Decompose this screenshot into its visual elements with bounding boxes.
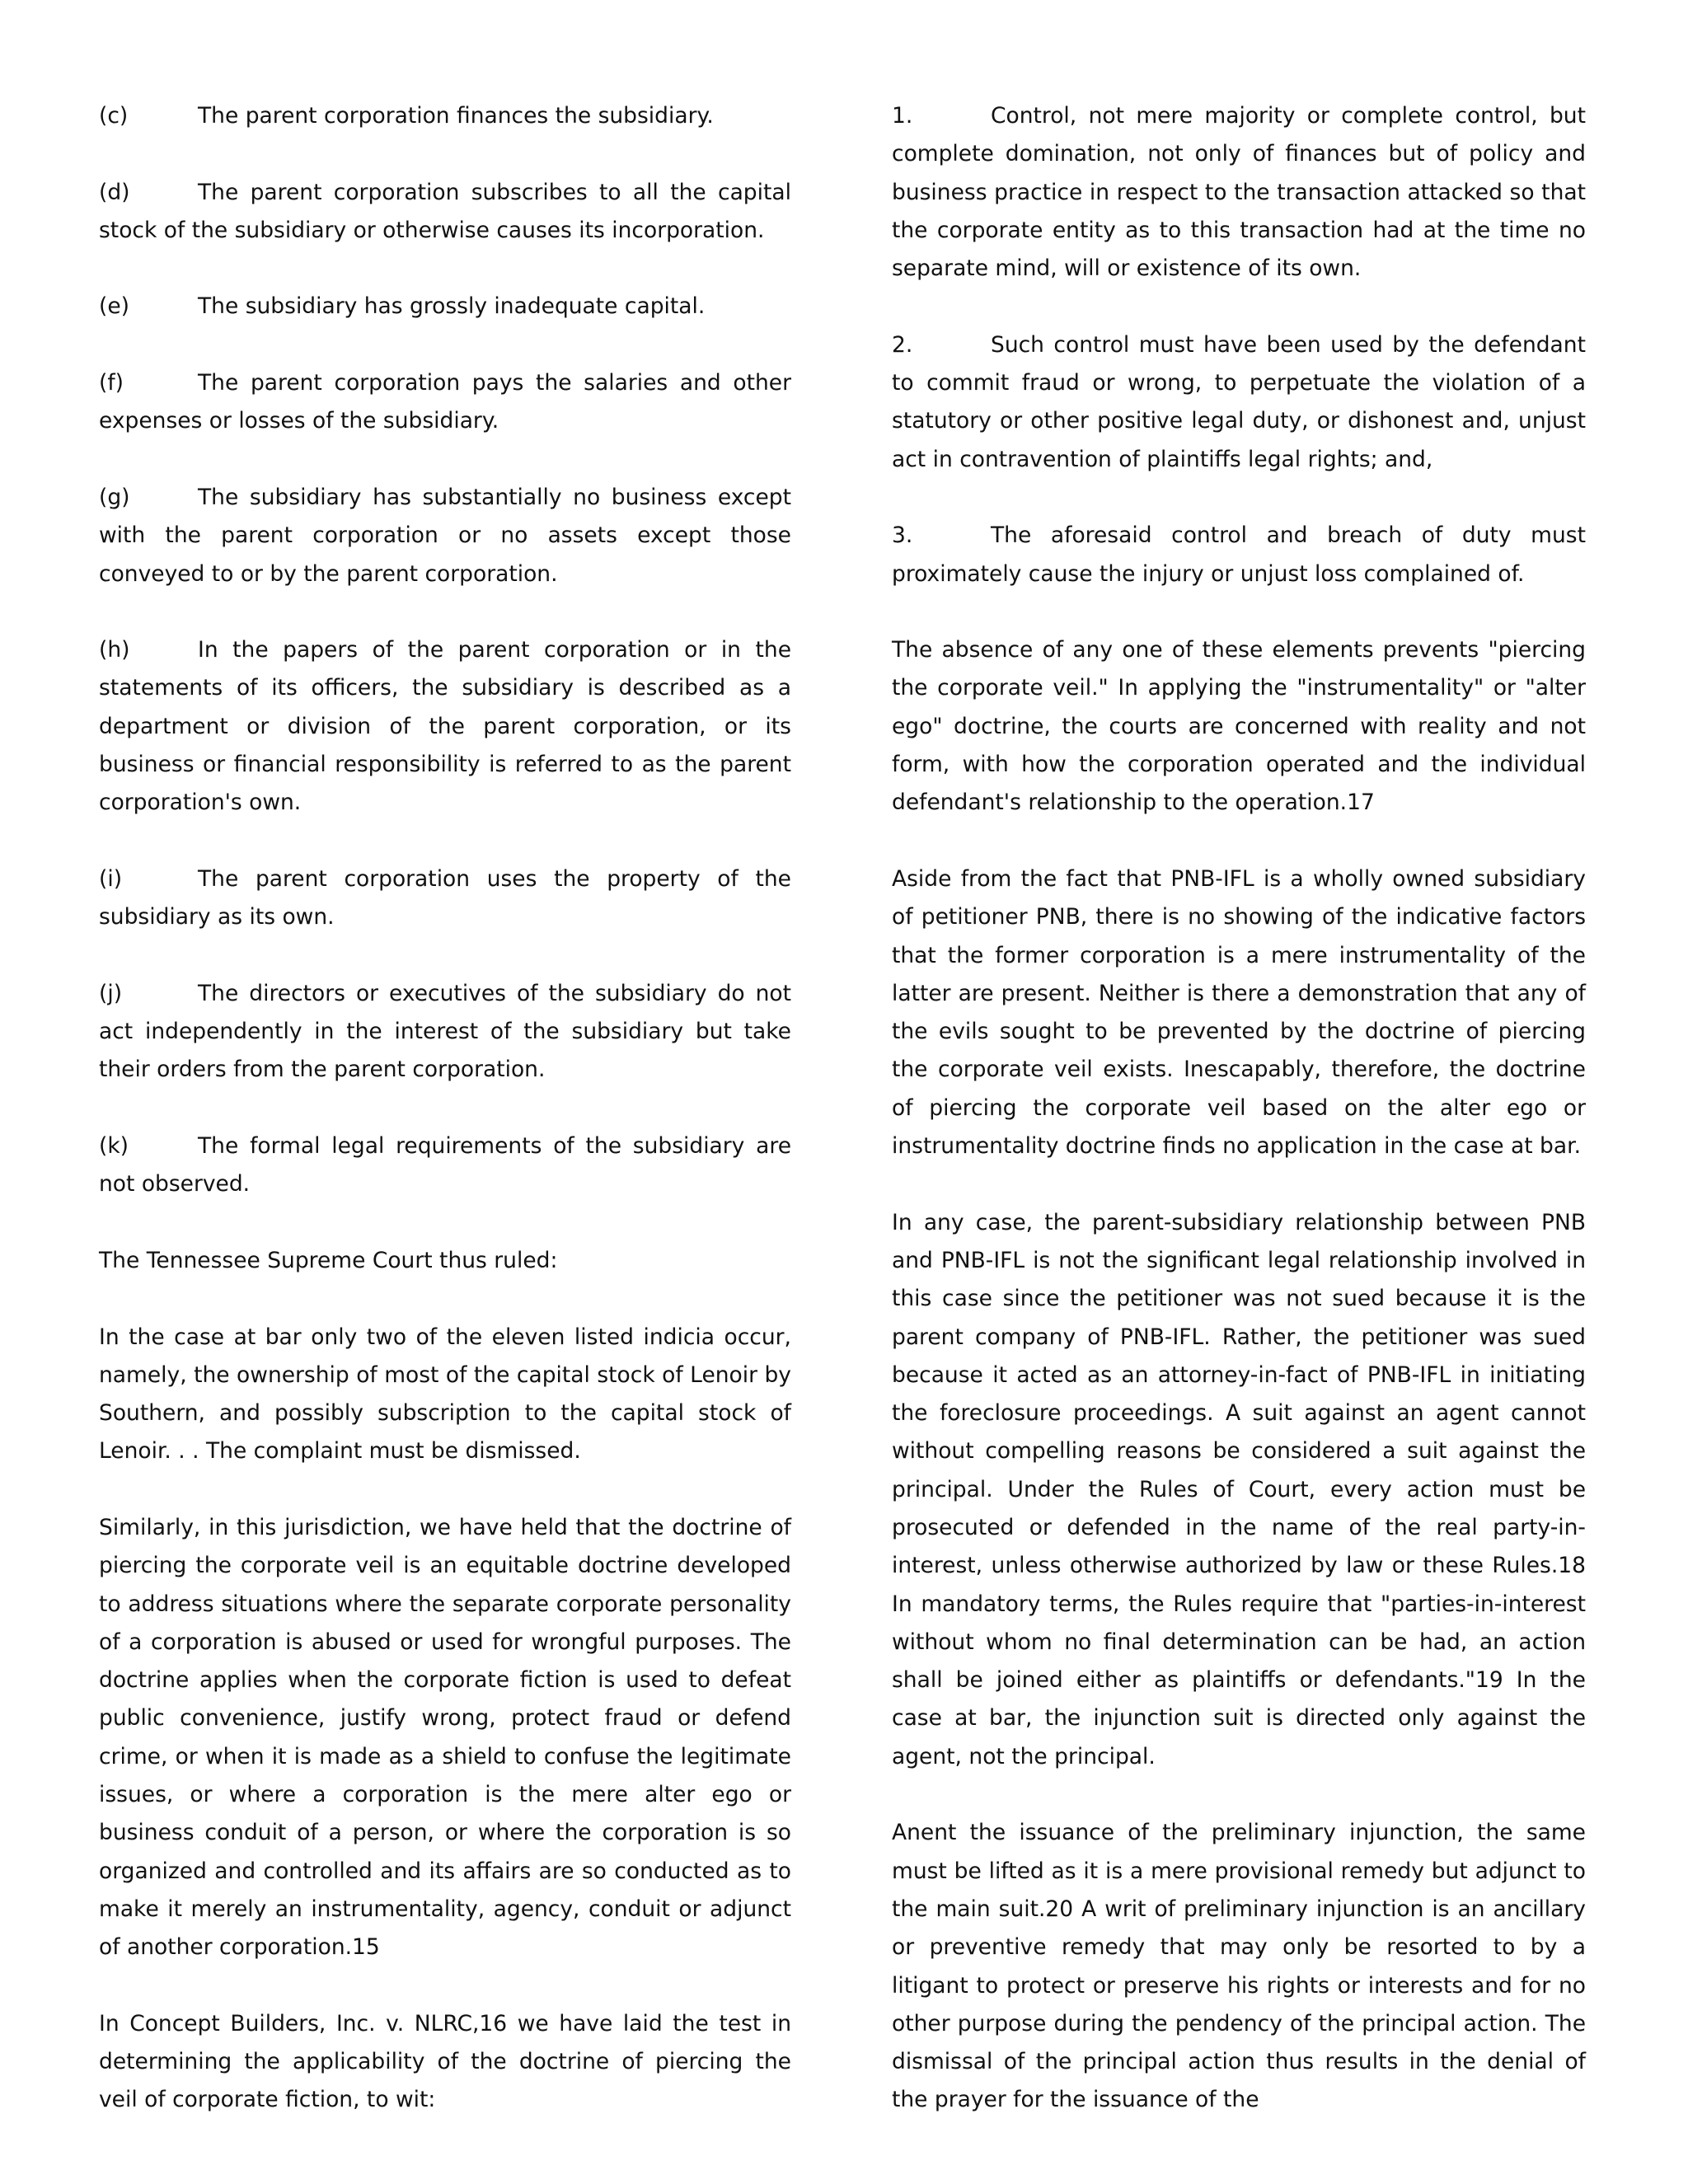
left-column [99, 97, 791, 2120]
right-column [892, 97, 1586, 2120]
item-text: The parent corporation uses the property of the subsidiary as its own. [99, 865, 791, 930]
paragraph-preliminary-injunction: Anent the issuance of the preliminary injunction, the same must be lifted as it is a mere provisional remedy but adjunct to the main suit.20 A writ of preliminary injunction is an ancillary or preventive remedy that may only be resorted to by a litigant to protect or preserve his rights or interests and for no other purpose during the pendency of the principal action. The dismissal of the principal action thus results in the denial of the prayer for the issuance of the [892, 1820, 1586, 2113]
item-text: The subsidiary has grossly inadequate capital. [198, 293, 706, 320]
item-text: The parent corporation subscribes to all the capital stock of the subsidiary or otherwise causes its incorporation. [99, 179, 791, 243]
test-element-2 [892, 326, 1586, 479]
paragraph-tennessee-ruling: The Tennessee Supreme Court thus ruled: [99, 1247, 558, 1273]
item-text: The directors or executives of the subsidiary do not act independently in the interest of the subsidiary but take their orders from the parent corporation. [99, 980, 791, 1083]
paragraph-concept-builders: In Concept Builders, Inc. v. NLRC,16 we have laid the test in determining the applicability of the doctrine of piercing the veil of corporate fiction, to wit: [99, 2010, 791, 2113]
item-text: The subsidiary has substantially no business except with the parent corporation or no assets except those conveyed to or by the parent corporation. [99, 484, 791, 587]
item-text: The formal legal requirements of the subsidiary are not observed. [99, 1133, 791, 1197]
item-text: Such control must have been used by the defendant to commit fraud or wrong, to perpetuate the violation of a statutory or other positive legal duty, or dishonest and, unjust act in contravention of plaintiffs legal rights; and, [892, 331, 1586, 472]
paragraph-pnb-ifl-subsidiary: Aside from the fact that PNB-IFL is a wholly owned subsidiary of petitioner PNB, there is no showing of the indicative factors that the former corporation is a mere instrumentality of the latter are present. Neither is there a demonstration that any of the evils sought to be prevented by the doctrine of piercing the corporate veil exists. Inescapably, therefore, the doctrine of piercing the corporate veil based on the alter ego or instrumentality doctrine finds no application in the case at bar. [892, 865, 1586, 1160]
item-d [99, 174, 791, 251]
item-e [99, 288, 791, 326]
item-label: (f) [99, 370, 124, 396]
item-text: In the papers of the parent corporation or in the statements of its officers, the subsidiary is described as a department or division of the parent corporation, or its business or financial responsibility is referred to as the parent corporation's own. [99, 637, 791, 816]
item-c [99, 97, 791, 135]
item-i [99, 860, 791, 937]
item-j [99, 975, 791, 1090]
item-label: 3. [892, 523, 913, 549]
paragraph-piercing-doctrine: Similarly, in this jurisdiction, we have held that the doctrine of piercing the corporate veil is an equitable doctrine developed to address situations where the separate corporate personality of a corporation is abused or used for wrongful purposes. The doctrine applies when the corporate fiction is used to defeat public convenience, justify wrong, protect fraud or defend crime, or when it is made as a shield to confuse the legitimate issues, or where a corporation is the mere alter ego or business conduit of a person, or where the corporation is so organized and controlled and its affairs are so conducted as to make it merely an instrumentality, agency, conduit or adjunct of another corporation.15 [99, 1514, 791, 1961]
item-label: (g) [99, 484, 130, 510]
paragraph-case-at-bar-quote: In the case at bar only two of the eleven listed indicia occur, namely, the ownership of most of the capital stock of Lenoir by Southern, and possibly subscription to the capital stock of Lenoir. . . The complaint must be dismissed. [99, 1324, 791, 1465]
item-label: (c) [99, 103, 129, 129]
item-label: (e) [99, 293, 129, 320]
item-f [99, 364, 791, 441]
item-text: The aforesaid control and breach of duty must proximately cause the injury or unjust loss complained of. [892, 523, 1586, 587]
paragraph-parent-subsidiary-relationship: In any case, the parent-subsidiary relationship between PNB and PNB-IFL is not the significant legal relationship involved in this case since the petitioner was not sued because it is the parent company of PNB-IFL. Rather, the petitioner was sued because it acted as an attorney-in-fact of PNB-IFL in initiating the foreclosure proceedings. A suit against an agent cannot without compelling reasons be considered a suit against the principal. Under the Rules of Court, every action must be prosecuted or defended in the name of the real party-in-interest, unless otherwise authorized by law or these Rules.18 In mandatory terms, the Rules require that "parties-in-interest without whom no final determination can be had, an action shall be joined either as plaintiffs or defendants."19 In the case at bar, the injunction suit is directed only against the agent, not the principal. [892, 1209, 1586, 1769]
item-text: The parent corporation pays the salaries and other expenses or losses of the subsidiary. [99, 370, 791, 434]
item-k [99, 1127, 791, 1204]
item-label: (h) [99, 637, 130, 663]
paragraph-absence-of-elements: The absence of any one of these elements prevents "piercing the corporate veil." In applying the "instrumentality" or "alter ego" doctrine, the courts are concerned with reality and not form, with how the corporation operated and the individual defendant's relationship to the operation.17 [892, 637, 1586, 816]
item-g [99, 479, 791, 593]
item-label: (d) [99, 179, 130, 205]
item-label: 1. [892, 103, 913, 129]
item-label: (k) [99, 1133, 129, 1160]
item-label: 2. [892, 331, 913, 358]
item-label: (i) [99, 865, 123, 892]
test-element-1 [892, 97, 1586, 288]
test-element-3 [892, 517, 1586, 593]
item-text: Control, not mere majority or complete control, but complete domination, not only of finances but of policy and business practice in respect to the transaction attacked so that the corporate entity as to this transaction had at the time no separate mind, will or existence of its own. [892, 103, 1586, 282]
item-h [99, 631, 791, 822]
item-text: The parent corporation finances the subsidiary. [198, 103, 714, 129]
item-label: (j) [99, 980, 123, 1006]
